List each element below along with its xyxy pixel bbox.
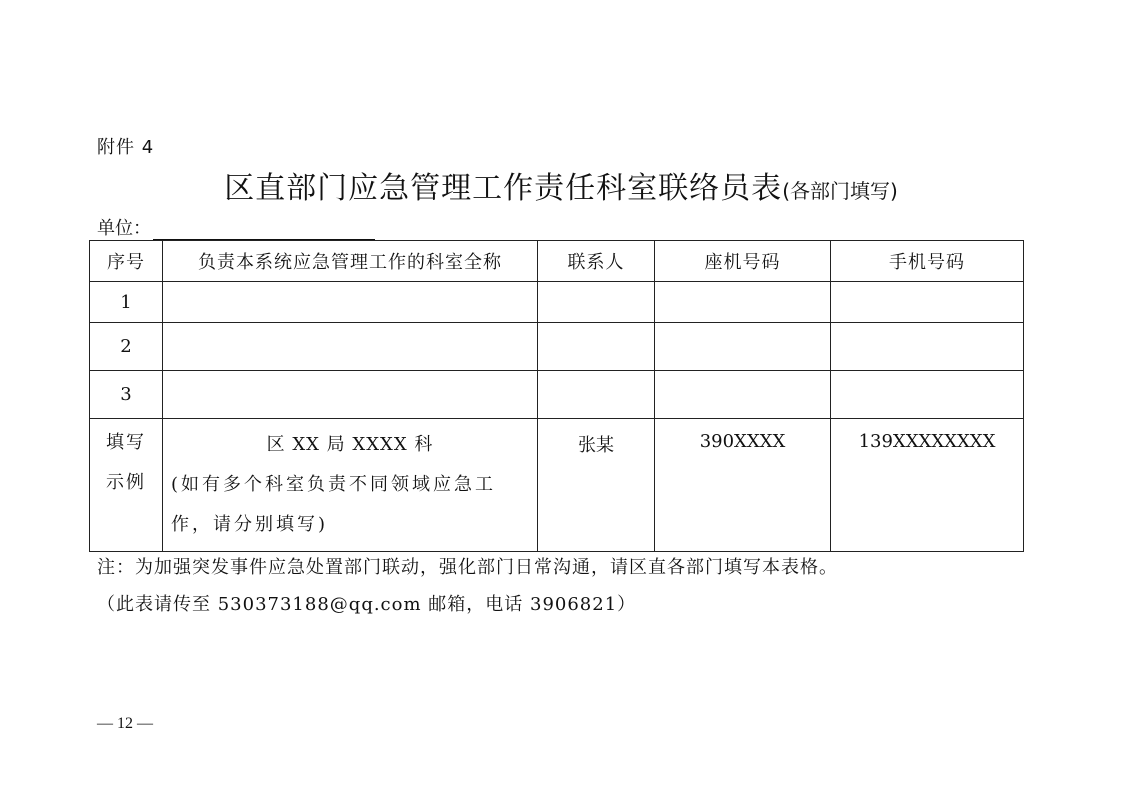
row-contact-cell xyxy=(538,323,655,371)
row-mobile-cell xyxy=(831,323,1024,371)
note-line-2: （此表请传至 530373188@qq.com 邮箱，电话 3906821） xyxy=(97,594,637,615)
page-number: — 12 — xyxy=(97,715,153,732)
row-seq: 1 xyxy=(90,282,163,323)
row-contact-cell xyxy=(538,282,655,323)
example-landline: 390XXXX xyxy=(655,419,831,552)
example-label-line2: 示例 xyxy=(106,472,146,493)
row-landline-cell xyxy=(655,371,831,419)
row-seq: 2 xyxy=(90,323,163,371)
example-label xyxy=(90,419,163,552)
example-label-line1: 填写 xyxy=(106,432,146,453)
row-landline-cell xyxy=(655,282,831,323)
table-header-row xyxy=(90,241,1024,282)
attachment-label: 附件 4 xyxy=(97,137,155,158)
row-landline-cell xyxy=(655,323,831,371)
table-row xyxy=(90,323,1024,371)
title-sub: (各部门填写) xyxy=(782,179,898,203)
row-seq: 3 xyxy=(90,371,163,419)
unit-fill-line xyxy=(153,217,375,240)
example-mobile: 139XXXXXXXX xyxy=(831,419,1024,552)
row-office-cell xyxy=(163,282,538,323)
example-row xyxy=(90,419,1024,552)
example-office xyxy=(163,419,538,552)
title-main: 区直部门应急管理工作责任科室联络员表 xyxy=(224,171,783,206)
unit-label: 单位： xyxy=(97,218,151,239)
row-office-cell xyxy=(163,371,538,419)
header-mobile: 手机号码 xyxy=(831,241,1024,282)
header-office: 负责本系统应急管理工作的科室全称 xyxy=(163,241,538,282)
table-row xyxy=(90,282,1024,323)
header-seq: 序号 xyxy=(90,241,163,282)
header-landline: 座机号码 xyxy=(655,241,831,282)
row-mobile-cell xyxy=(831,282,1024,323)
example-contact: 张某 xyxy=(538,419,655,552)
table-row xyxy=(90,371,1024,419)
example-office-note: (如有多个科室负责不同领域应急工作，请分别填写) xyxy=(171,474,497,535)
row-contact-cell xyxy=(538,371,655,419)
note-line-1: 注：为加强突发事件应急处置部门联动，强化部门日常沟通，请区直各部门填写本表格。 xyxy=(97,557,838,578)
example-office-name: 区 XX 局 XXXX 科 xyxy=(266,434,434,455)
unit-row xyxy=(97,214,375,240)
header-contact: 联系人 xyxy=(538,241,655,282)
document-title xyxy=(0,163,1122,207)
row-mobile-cell xyxy=(831,371,1024,419)
row-office-cell xyxy=(163,323,538,371)
liaison-table xyxy=(89,240,1024,552)
